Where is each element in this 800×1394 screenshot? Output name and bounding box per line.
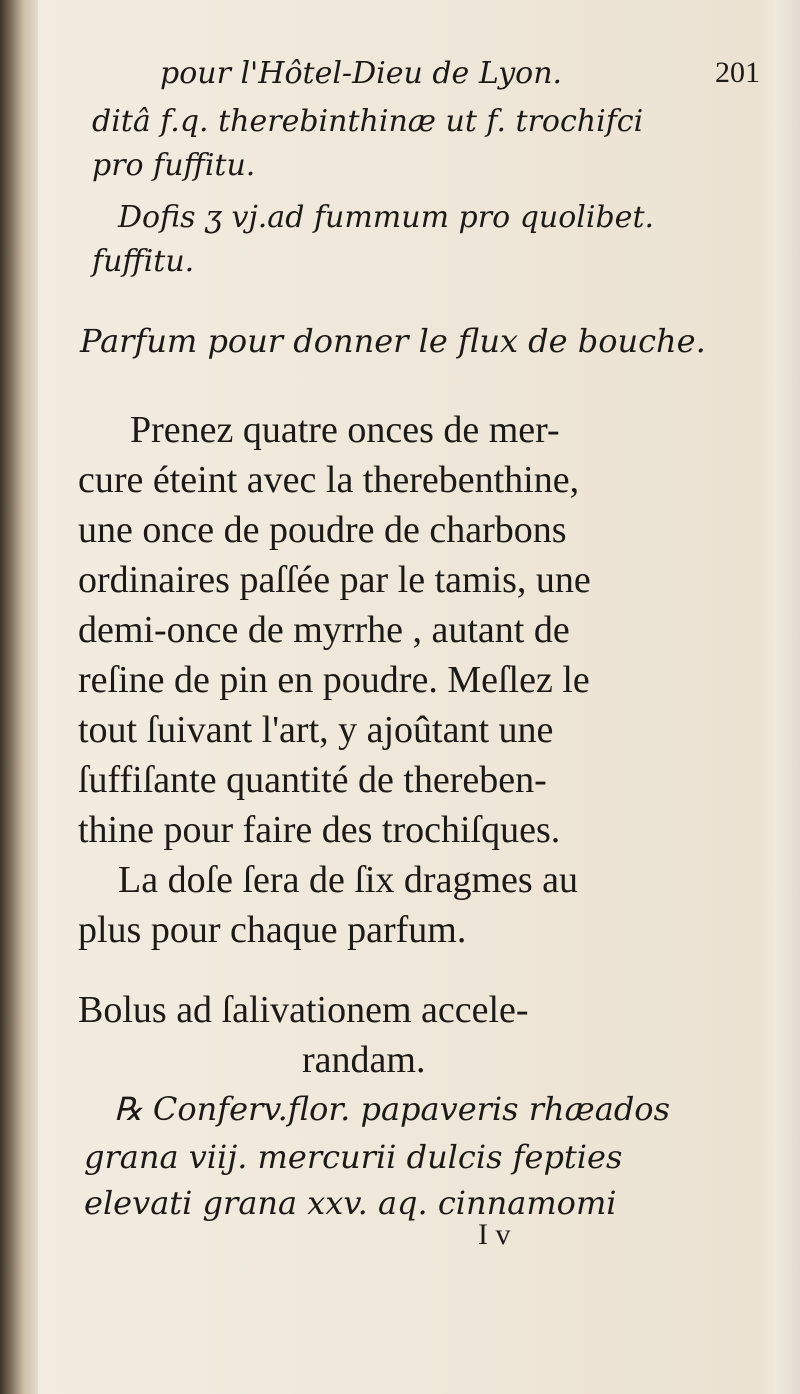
body-line: ordinaires paſſée par le tamis, une (78, 559, 591, 601)
section-title: Parfum pour donner le flux de bouche. (80, 322, 706, 360)
header-title: pour l'Hôtel-Dieu de Lyon. (160, 56, 563, 91)
book-spine (0, 0, 38, 1394)
previous-recipe-line: pro fuffitu. (92, 148, 256, 183)
previous-recipe-line: fuffitu. (92, 244, 195, 279)
body-line: La doſe ſera de ſix dragmes au (118, 859, 579, 901)
bolus-title-continued: randam. (302, 1039, 426, 1081)
body-line: une once de poudre de charbons (78, 509, 567, 551)
signature-mark: I v (478, 1218, 511, 1251)
body-line: reſine de pin en poudre. Meſlez le (78, 659, 590, 701)
body-line: plus pour chaque parfum. (78, 909, 467, 951)
bolus-title: Bolus ad ſalivationem accele- (78, 989, 529, 1031)
page-edge-shadow (776, 0, 800, 1394)
body-line: cure éteint avec la therebenthine, (78, 459, 580, 501)
recipe-line: ℞ Conferv.flor. papaveris rhæados (114, 1090, 670, 1128)
recipe-line: grana viij. mercurii dulcis fepties (84, 1138, 623, 1176)
running-header (160, 56, 760, 92)
recipe-line: elevati grana xxv. aq. cinnamomi (84, 1184, 617, 1222)
body-line: ſuffiſante quantité de thereben- (78, 759, 547, 801)
page-number: 201 (715, 56, 760, 89)
body-line: demi-once de myrrhe , autant de (78, 609, 570, 651)
previous-recipe-line: ditâ f.q. therebinthinæ ut f. trochifci (92, 104, 644, 139)
body-line: thine pour faire des trochiſques. (78, 809, 561, 851)
body-line: Prenez quatre onces de mer- (130, 409, 560, 451)
previous-recipe-line: Dofis ʒ vj.ad fummum pro quolibet. (118, 200, 655, 235)
body-line: tout ſuivant l'art, y ajoûtant une (78, 709, 554, 751)
